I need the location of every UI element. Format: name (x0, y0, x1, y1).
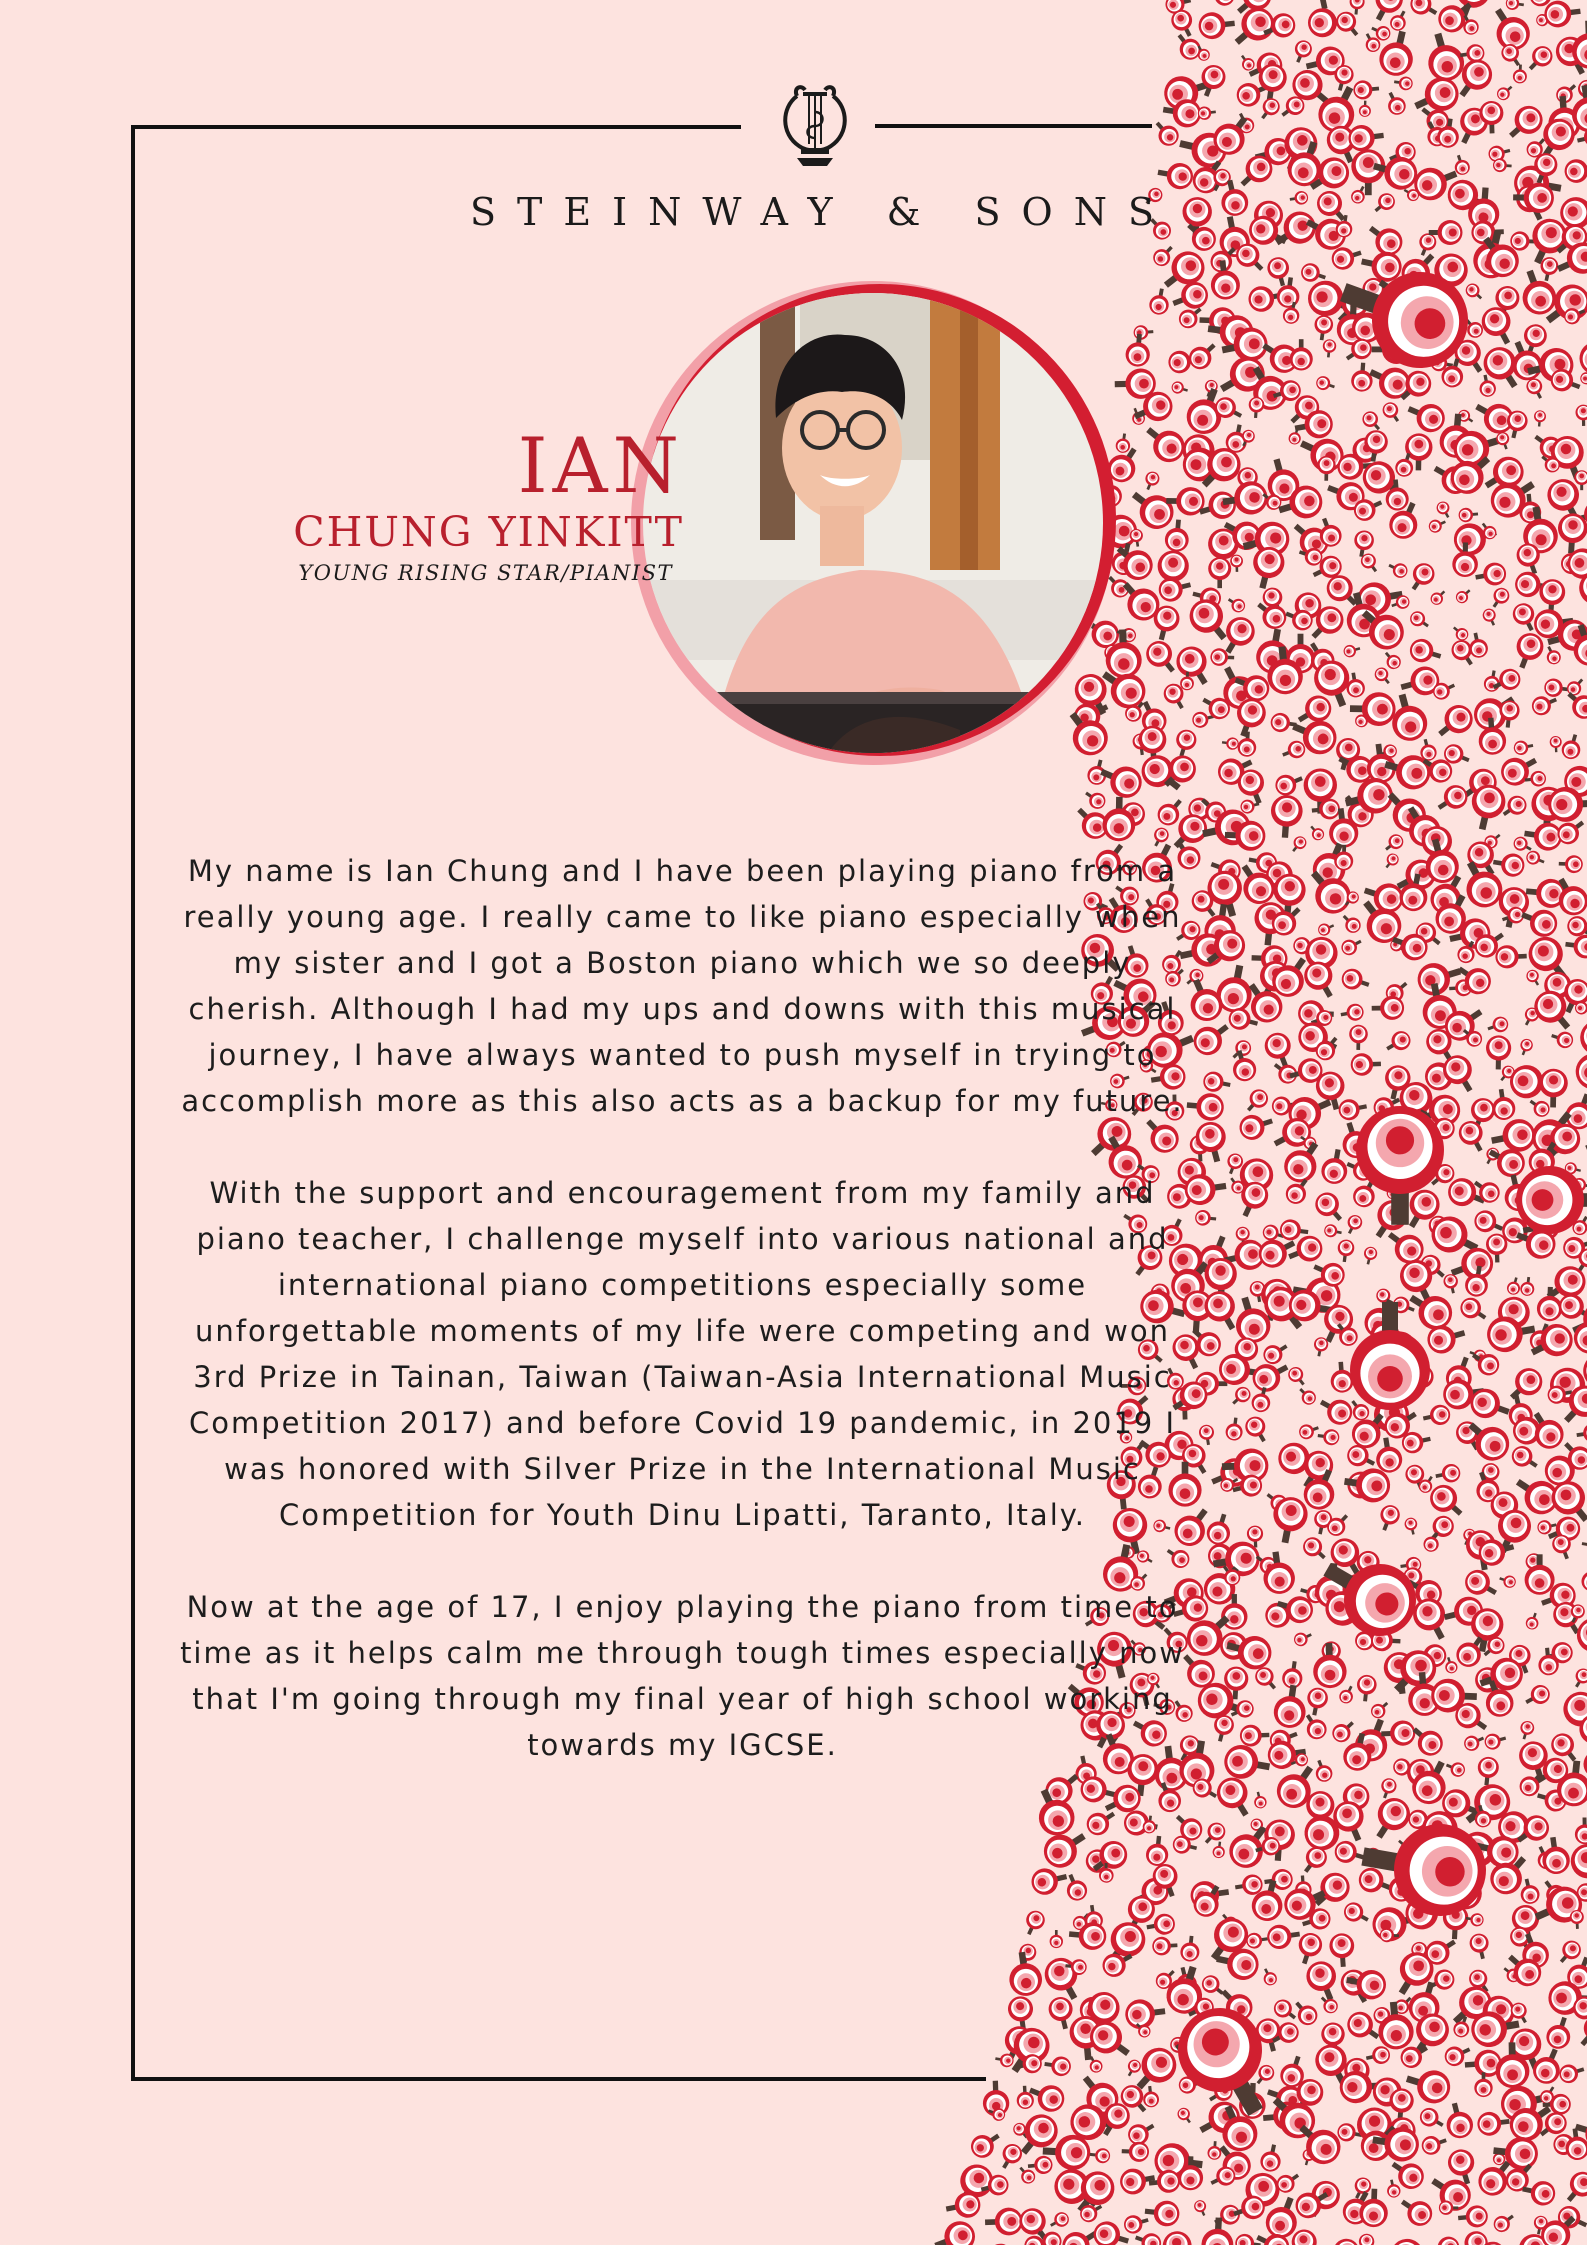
bio-paragraph: My name is Ian Chung and I have been playing piano from a really young age. I really came to like piano especially when my sister and I got a Boston piano which we so deeply cherish. Although I had my ups and downs with this musical journey, I have always wanted to push myself in trying to accomplish more as this also acts as a backup for my future. (181, 854, 1184, 1118)
frame-top-line-right (875, 124, 1152, 128)
frame-bottom-line (131, 2077, 986, 2081)
frame-left-line (131, 125, 135, 2081)
first-name: IAN (517, 421, 684, 510)
lyre-logo-icon (775, 82, 855, 180)
profile-title: YOUNG RISING STAR/PIANIST (298, 561, 673, 585)
bio-paragraph: With the support and encouragement from my family and piano teacher, I challenge myself into various national and international piano competitions especially some unforgettable moments of my life were competing and won 3rd Prize in Tainan, Taiwan (Taiwan-Asia International Music Competition 2017) and before Covid 19 pandemic, in 2019 I was honored with Silver Prize in the International Music Competition for Youth Dinu Lipatti, Taranto, Italy. (188, 1176, 1177, 1532)
brand-wordmark: STEINWAY & SONS (470, 190, 1175, 234)
bio-paragraph: Now at the age of 17, I enjoy playing the piano from time to time as it helps calm me through tough times especially now that I'm going through my final year of high school working towards my IGCSE. (180, 1590, 1185, 1762)
last-name: CHUNG YINKITT (293, 508, 684, 556)
frame-top-line-left (131, 125, 741, 129)
biography (170, 848, 1195, 1814)
profile-photo (630, 280, 1116, 766)
